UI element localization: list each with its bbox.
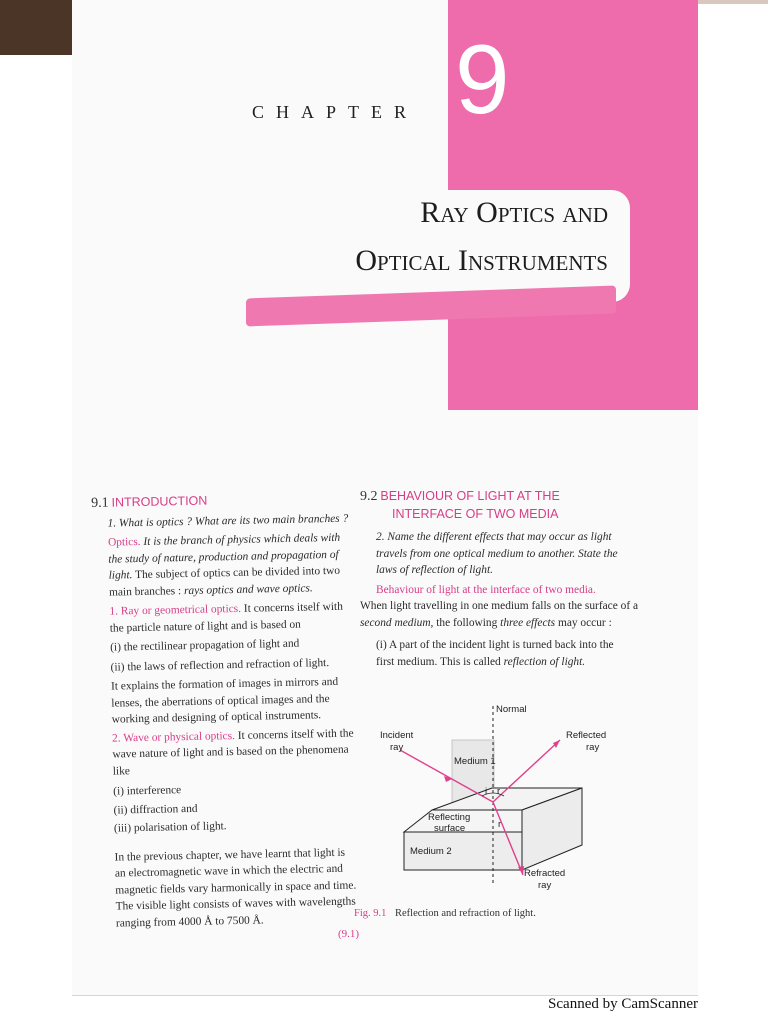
optics-definition <box>92 530 351 601</box>
label-reflected: Reflected <box>566 730 607 741</box>
ray-optics-para <box>93 599 352 637</box>
optics-def-a: It is the branch of physics which deals with the study of nature, production and propagation of light. <box>108 531 341 582</box>
label-medium1: Medium 1 <box>454 756 496 767</box>
effect-item-i <box>360 637 640 670</box>
label-surface: surface <box>434 823 466 834</box>
wave-item-iii: (iii) polarisation of light. <box>113 820 227 835</box>
question-2: 2. Name the different effects that may occur as light travels from one optical medium to another. State the laws of reflection of light. <box>376 531 618 576</box>
figure-caption-text: Reflection and refraction of light. <box>395 908 536 919</box>
label-angle-r1: r <box>497 786 501 797</box>
scan-dark-corner <box>0 0 72 55</box>
ray-optics-explain: It explains the formation of images in mirrors and lenses, the aberrations of optical images and the working and designing of optical instruments. <box>110 675 339 726</box>
section-title: INTRODUCTION <box>111 493 208 510</box>
behaviour-text-c: may occur : <box>557 616 612 629</box>
optics-def-c: rays optics and wave optics. <box>183 581 313 597</box>
chapter-title-line-2: Optical Instruments <box>355 244 608 277</box>
effect-item-i-text: (i) A part of the incident light is turned back into the first medium. This is called <box>376 639 614 668</box>
reflection-refraction-diagram <box>360 700 650 905</box>
right-column <box>360 488 640 670</box>
wave-optics-heading: 2. Wave or physical optics. <box>111 729 236 745</box>
chapter-label: CHAPTER <box>252 102 419 122</box>
camscanner-watermark: Scanned by CamScanner <box>548 996 698 1012</box>
section-title-line-1: BEHAVIOUR OF LIGHT AT THE <box>380 489 560 503</box>
label-reflecting: Reflecting <box>428 812 471 823</box>
reflected-arrow <box>553 740 560 748</box>
label-normal: Normal <box>496 704 527 715</box>
wave-optics-para <box>96 725 355 780</box>
label-incident: Incident <box>380 730 414 741</box>
left-column <box>91 490 358 932</box>
figure-caption <box>354 908 536 919</box>
ray-optics-item-i: (i) the rectilinear propagation of light and <box>110 637 300 654</box>
optics-term: Optics. <box>107 535 141 549</box>
label-refracted-ray: ray <box>538 880 552 891</box>
question-1: 1. What is optics ? What are its two main branches ? <box>107 512 349 530</box>
behaviour-text <box>360 598 640 631</box>
ray-optics-heading: 1. Ray or geometrical optics. <box>109 602 242 618</box>
chapter-title-line-1: Ray Optics and <box>420 196 608 229</box>
label-angle-r2: r <box>498 819 502 830</box>
effect-item-i-emphasis: reflection of light. <box>503 655 586 668</box>
label-reflected-ray: ray <box>586 742 600 753</box>
label-angle-i: i <box>485 786 488 797</box>
behaviour-three-effects: three effects <box>500 616 556 629</box>
section-title-line-2: INTERFACE OF TWO MEDIA <box>392 506 559 521</box>
ray-optics-item-ii: (ii) the laws of reflection and refraction of light. <box>110 656 330 674</box>
label-incident-ray: ray <box>390 742 404 753</box>
behaviour-second-medium: second medium, <box>360 616 434 629</box>
behaviour-heading: Behaviour of light at the interface of two media. <box>376 583 596 596</box>
label-refracted: Refracted <box>524 868 566 879</box>
optics-def-b: The subject of optics can be divided into two main branches : <box>108 564 341 599</box>
wave-item-ii: (ii) diffraction and <box>113 802 198 817</box>
section-number: 9.2 <box>360 489 378 504</box>
page-number: (9.1) <box>338 928 360 940</box>
section-heading-9-2 <box>360 488 640 523</box>
label-medium2: Medium 2 <box>410 846 452 857</box>
behaviour-text-a: When light travelling in one medium falls on the surface of a <box>360 600 639 612</box>
figure-label: Fig. 9.1 <box>354 908 387 919</box>
ray-optics-text: It concerns itself with the particle nature of light and is based on <box>109 600 343 635</box>
behaviour-text-b: the following <box>436 616 498 629</box>
wave-item-i: (i) interference <box>113 784 182 798</box>
section-number: 9.1 <box>91 495 109 511</box>
em-wave-para: In the previous chapter, we have learnt that light is an electromagnetic wave in which the electric and magnetic fields vary harmonically in space and time. The visible light consists of waves with wavelengths ranging from 4000 Å to 7500 Å. <box>114 846 357 930</box>
chapter-number: 9 <box>455 24 510 134</box>
wave-optics-text: It concerns itself with the wave nature of light and is based on the phenomena like <box>112 727 354 778</box>
